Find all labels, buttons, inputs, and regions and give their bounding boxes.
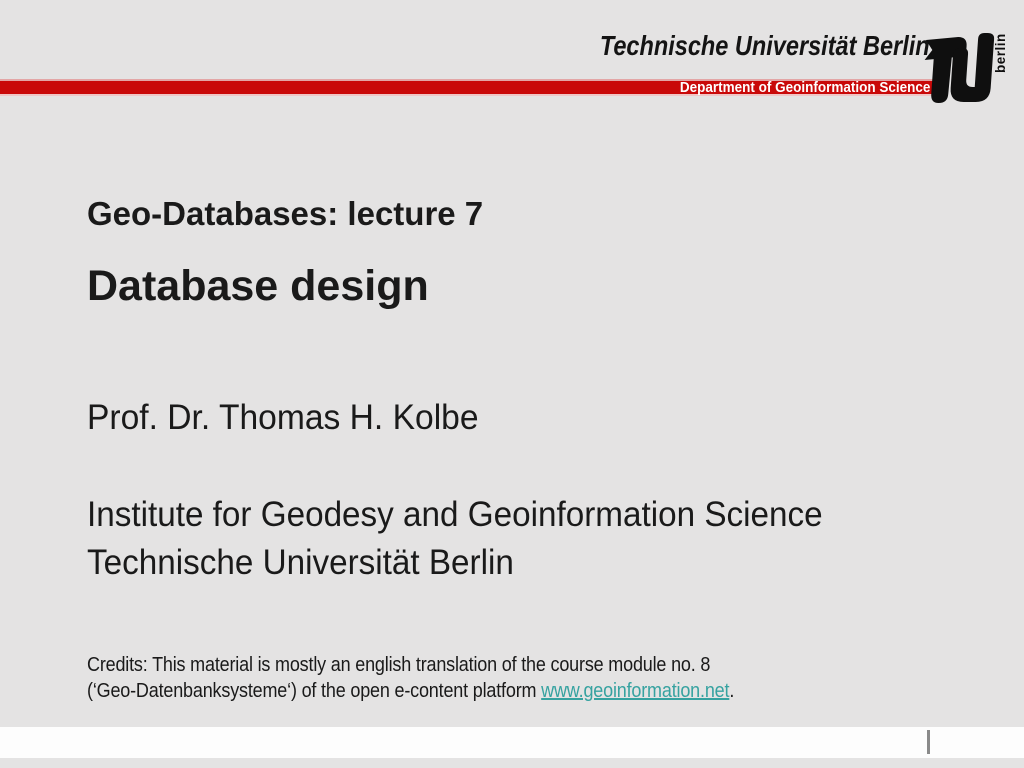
credits-line2 — [87, 678, 734, 704]
credits-line2-period: . — [729, 680, 735, 702]
slide-title: Geo-Databases: lecture 7 — [87, 195, 484, 232]
tu-berlin-logo — [922, 26, 1014, 110]
footer-cursor-mark — [927, 730, 930, 754]
header-university-title: Technische Universität Berlin — [600, 30, 930, 61]
slide-subtitle: Database design — [87, 262, 429, 310]
geoinformation-link[interactable]: www.geoinformation.net — [541, 680, 730, 702]
credits-line1: Credits: This material is mostly an english translation of the course module no. 8 — [87, 654, 711, 676]
logo-t-stem-shape — [931, 56, 952, 103]
affiliation-university: Technische Universität Berlin — [87, 543, 514, 582]
affiliation-institute: Institute for Geodesy and Geoinformation Science — [87, 495, 823, 534]
credits-block — [87, 652, 806, 704]
author-name: Prof. Dr. Thomas H. Kolbe — [87, 398, 479, 437]
footer-strip — [0, 727, 1024, 758]
department-bar — [0, 79, 943, 96]
credits-line2-text: (‘Geo-Datenbanksysteme‘) of the open e-content platform — [87, 680, 542, 702]
department-label: Department of Geoinformation Science — [679, 79, 930, 96]
logo-berlin-text: berlin — [993, 33, 1008, 73]
